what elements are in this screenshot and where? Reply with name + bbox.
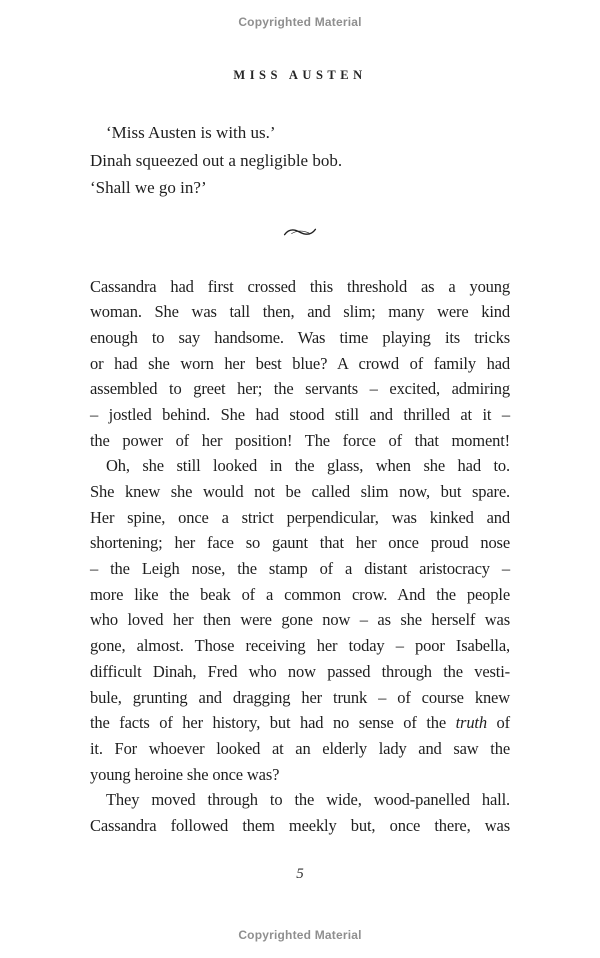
copyright-notice-bottom: Copyrighted Material [238, 927, 362, 942]
section-break [90, 224, 510, 240]
body-line: – jostled behind. She had stood still and thrilled at it – [90, 404, 510, 424]
body-line: bule, grunting and dragging her trunk – of course knew [90, 687, 510, 707]
body-line: who loved her then were gone now – as she herself was [90, 610, 510, 630]
dialogue-line: ‘Shall we go in?’ [90, 178, 207, 197]
body-line: more like the beak of a common crow. And the people [90, 584, 510, 604]
body-line: She knew she would not be called slim now, but spare. [90, 482, 510, 501]
body-line: Her spine, once a strict perpendicular, was kinked and [90, 507, 510, 527]
body-line: – the Leigh nose, the stamp of a distant aristocracy – [90, 559, 510, 579]
body-line: difficult Dinah, Fred who now passed through the vesti- [90, 661, 510, 681]
body-line: Cassandra followed them meekly but, once there, was [90, 815, 510, 835]
body-line: shortening; her face so gaunt that her once proud nose [90, 533, 510, 553]
body-line: Oh, she still looked in the glass, when she had to. [106, 456, 510, 476]
page-number: 5 [296, 865, 304, 882]
section-break-swash-icon [283, 225, 317, 239]
body-text [90, 274, 510, 839]
body-line: They moved through to the wide, wood-panelled hall. [106, 790, 510, 810]
body-line: the power of her position! The force of that moment! [90, 430, 510, 450]
body-line: or had she worn her best blue? A crowd of family had [90, 353, 510, 373]
body-line: young heroine she once was? [90, 764, 280, 784]
dialogue-block [90, 119, 510, 202]
running-header: MISS AUSTEN [233, 68, 367, 82]
body-line: gone, almost. Those receiving her today – poor Isabella, [90, 636, 510, 656]
body-line: the facts of her history, but had no sense of the truth of [90, 713, 510, 733]
body-line: woman. She was tall then, and slim; many were kind [90, 302, 510, 322]
dialogue-line: Dinah squeezed out a negligible bob. [90, 150, 343, 170]
body-line: Cassandra had first crossed this threshold as a young [90, 276, 510, 296]
copyright-notice-top: Copyrighted Material [238, 15, 362, 29]
body-line: it. For whoever looked at an elderly lady and saw the [90, 738, 510, 758]
body-line: enough to say handsome. Was time playing its tricks [90, 327, 510, 347]
dialogue-line: ‘Miss Austen is with us.’ [106, 123, 276, 142]
body-line: assembled to greet her; the servants – excited, admiring [90, 379, 510, 399]
